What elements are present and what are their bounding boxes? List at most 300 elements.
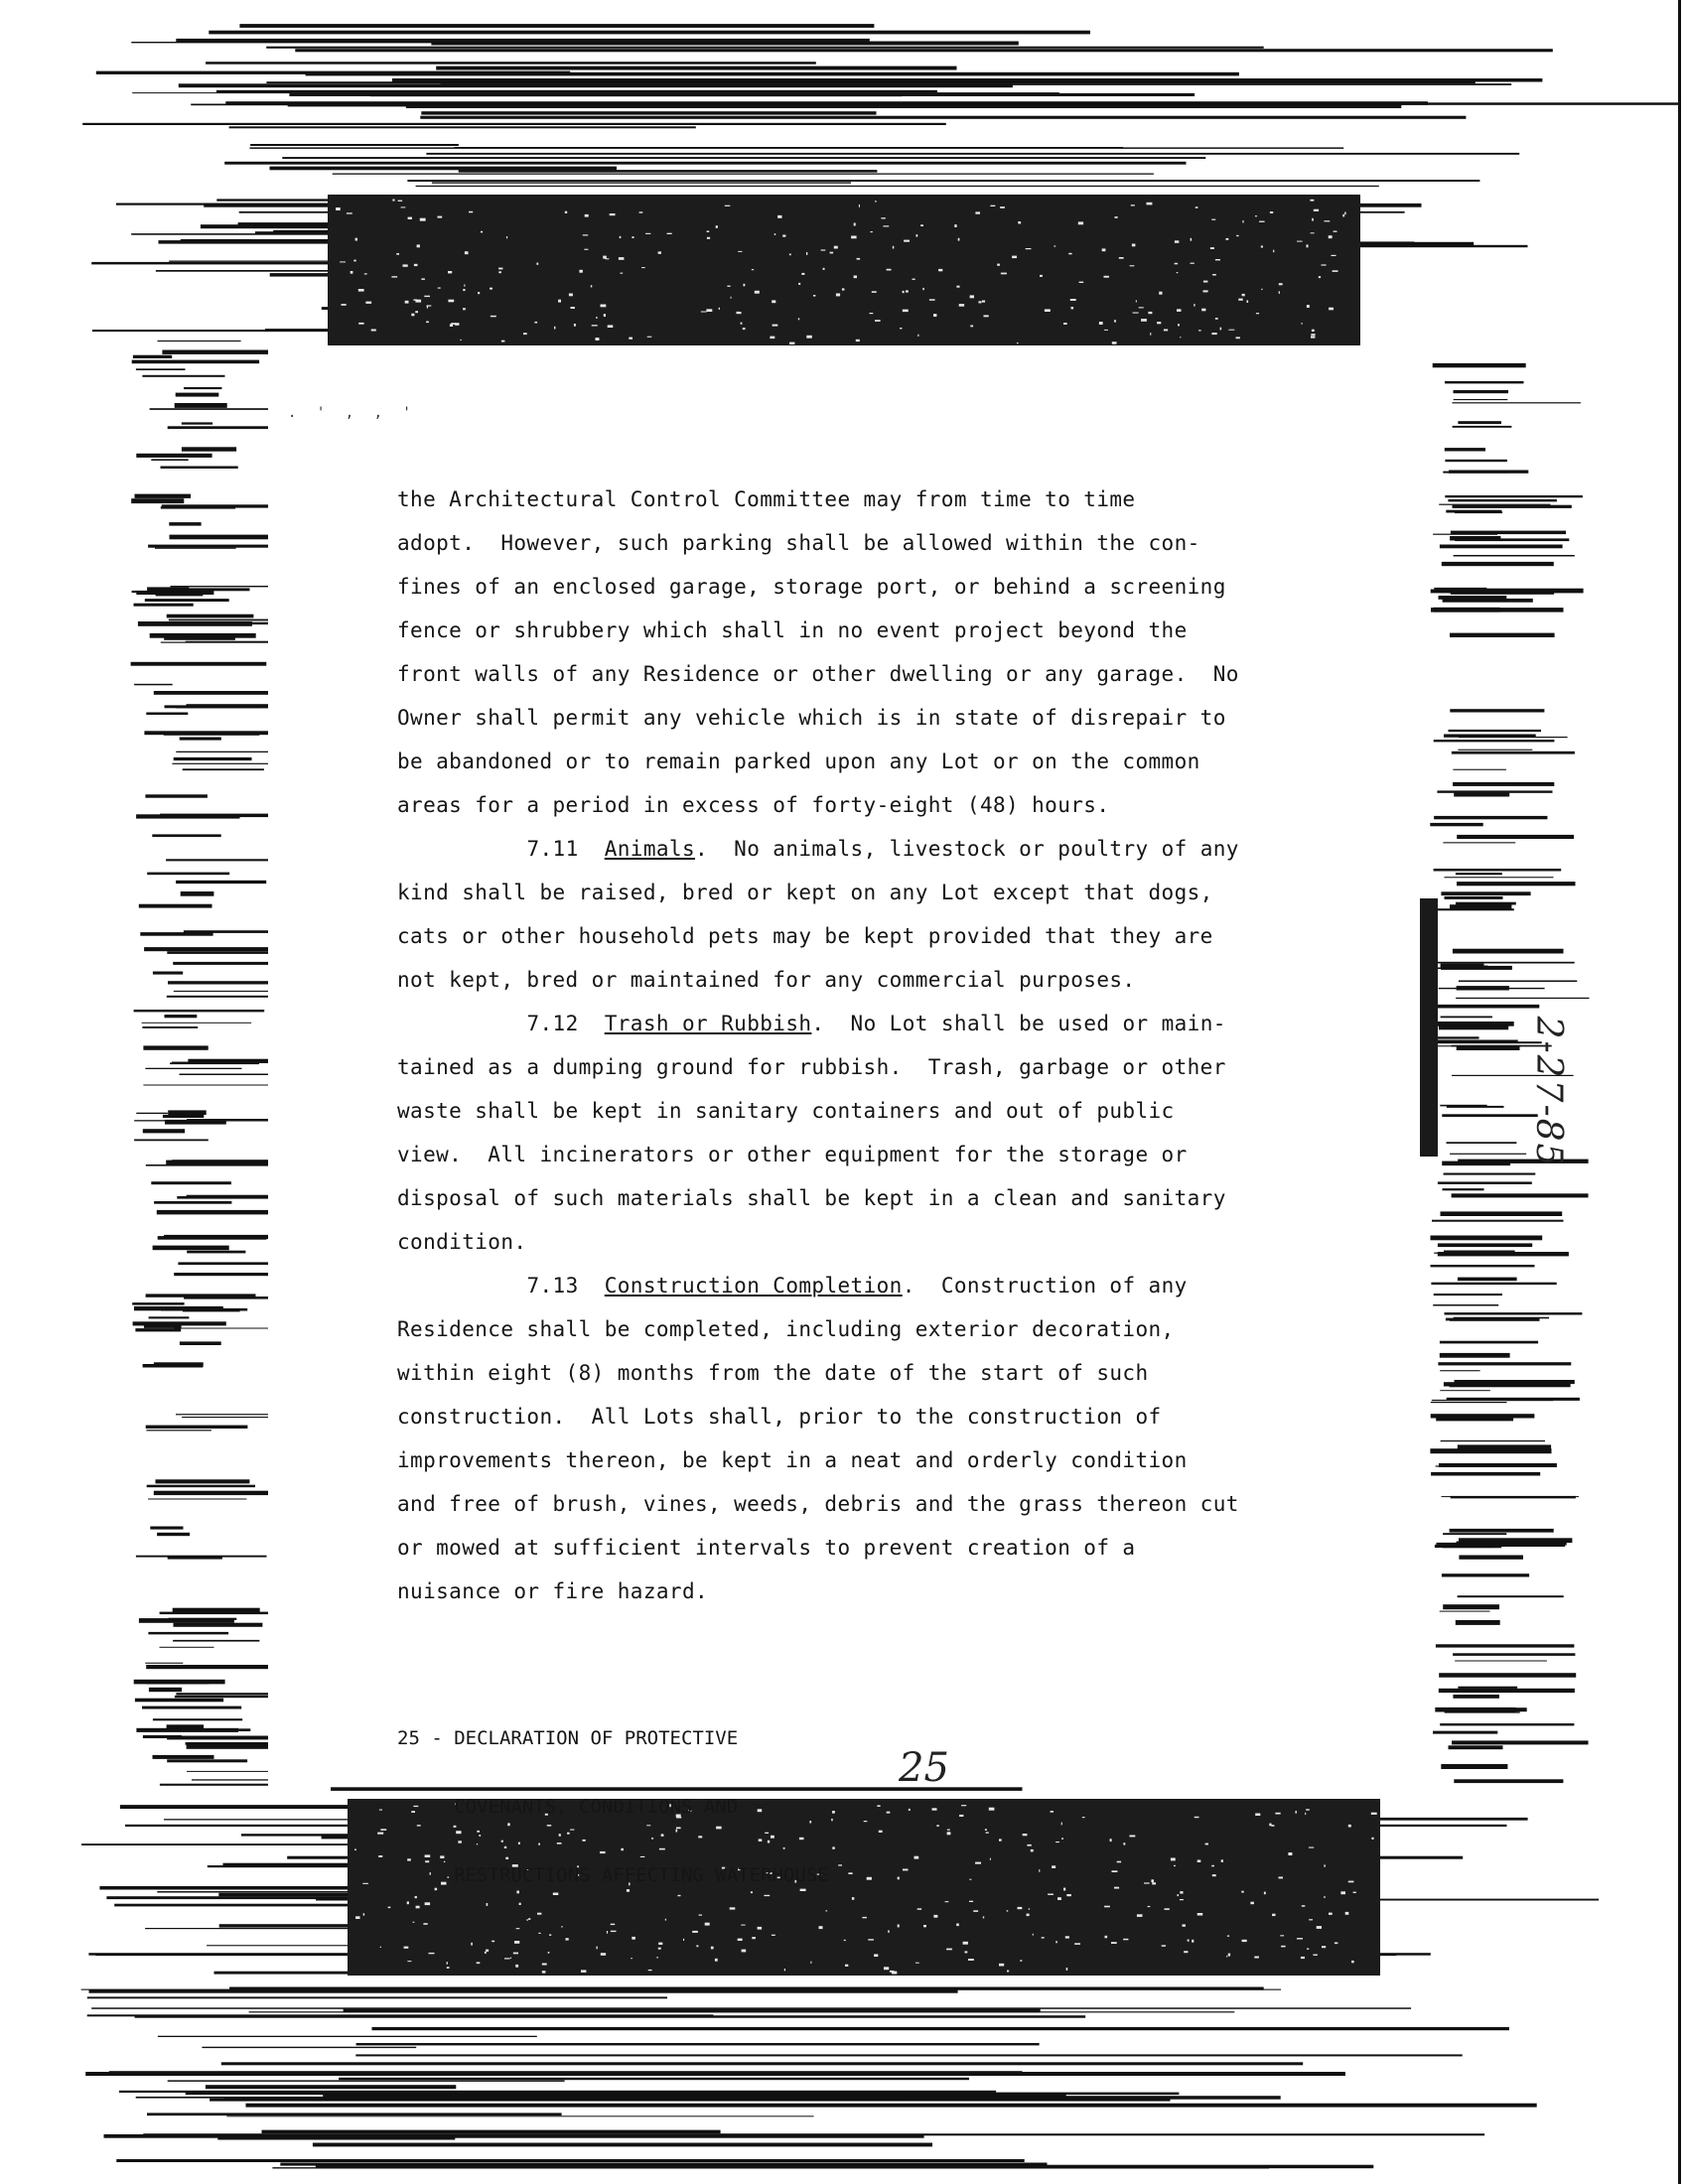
scan-streak	[1212, 274, 1216, 276]
scan-streak	[1439, 596, 1507, 600]
scan-streak	[168, 426, 271, 429]
scan-streak	[407, 180, 1479, 182]
scan-streak	[821, 249, 826, 250]
scan-streak	[566, 1938, 569, 1940]
scan-streak	[848, 1872, 852, 1874]
scan-streak	[1226, 238, 1229, 240]
scan-streak	[1264, 1892, 1266, 1895]
scan-streak	[947, 1830, 950, 1831]
scan-streak	[1438, 1252, 1569, 1256]
scan-streak	[1117, 1861, 1121, 1863]
scan-streak	[351, 271, 353, 274]
scan-streak	[1444, 1645, 1542, 1646]
scan-streak	[1459, 981, 1577, 983]
scan-streak	[1270, 211, 1273, 213]
scan-streak	[134, 684, 173, 686]
scan-streak	[1307, 305, 1310, 308]
scan-streak	[1307, 244, 1309, 247]
scan-streak	[143, 1045, 208, 1049]
scan-streak	[558, 300, 561, 303]
scan-streak	[182, 447, 236, 451]
scan-streak	[156, 592, 204, 597]
scan-streak	[699, 1915, 702, 1916]
body-line-2: adopt. However, such parking shall be allowed within the con-	[397, 531, 1200, 555]
scan-streak	[1458, 1687, 1517, 1689]
scan-streak	[1079, 282, 1084, 283]
scan-streak	[1178, 324, 1180, 326]
scan-streak	[1148, 312, 1152, 314]
scan-streak	[665, 1919, 666, 1921]
scan-streak	[892, 1972, 897, 1975]
scan-streak	[958, 238, 960, 241]
scan-streak	[585, 214, 589, 217]
scan-streak	[1297, 1938, 1303, 1939]
scan-streak	[485, 1952, 487, 1954]
scan-streak	[333, 174, 1154, 175]
scan-streak	[1074, 1943, 1080, 1945]
scan-streak	[165, 1015, 198, 1018]
scan-streak	[844, 1940, 846, 1941]
scan-streak	[377, 1833, 383, 1835]
scan-streak	[187, 1744, 281, 1749]
scan-streak	[956, 286, 959, 288]
corner-marks: . ' , , '	[288, 405, 417, 421]
scan-streak	[1438, 1022, 1514, 1026]
scan-streak	[187, 1251, 245, 1254]
scan-streak	[606, 258, 610, 259]
scan-streak	[965, 1951, 968, 1953]
scan-streak	[526, 1919, 528, 1920]
section-7-11-line: not kept, bred or maintained for any commercial purposes.	[397, 968, 1136, 992]
scan-streak	[1195, 1817, 1199, 1818]
scan-streak	[836, 294, 840, 297]
scan-streak	[752, 269, 754, 270]
scan-streak	[1227, 1936, 1229, 1937]
scan-streak	[1255, 215, 1257, 216]
scan-streak	[177, 1728, 251, 1731]
scan-streak	[1438, 1243, 1532, 1247]
scan-streak	[358, 289, 364, 292]
scan-streak	[893, 246, 895, 249]
scan-streak	[1071, 307, 1074, 309]
scan-streak	[1066, 1894, 1071, 1896]
scan-streak	[554, 327, 555, 330]
scan-streak	[1457, 835, 1574, 839]
body-line-6: Owner shall permit any vehicle which is in state of disrepair to	[397, 706, 1226, 730]
scan-streak	[514, 1941, 519, 1944]
scan-streak	[898, 1925, 900, 1928]
scan-streak	[486, 1950, 489, 1952]
scan-streak	[168, 1110, 207, 1115]
scan-streak	[647, 337, 652, 338]
scan-streak	[154, 1201, 231, 1204]
scan-streak	[168, 1556, 222, 1560]
scan-streak	[1188, 1940, 1190, 1942]
scan-streak	[426, 153, 1519, 155]
scan-streak	[1212, 1874, 1216, 1876]
scan-streak	[1442, 1573, 1529, 1576]
scan-streak	[1279, 1877, 1284, 1879]
scan-streak	[596, 317, 597, 319]
scan-streak	[583, 234, 588, 235]
scan-streak	[1458, 1278, 1517, 1282]
scan-streak	[696, 1945, 698, 1947]
scan-streak	[145, 599, 229, 602]
scan-streak	[1175, 240, 1179, 243]
scan-streak	[1329, 308, 1334, 311]
scan-streak	[266, 47, 1263, 49]
scan-streak	[1452, 1740, 1589, 1744]
scan-streak	[1454, 1779, 1563, 1783]
scan-streak	[983, 1916, 984, 1918]
scan-streak	[975, 1862, 981, 1864]
scan-streak	[96, 71, 570, 74]
scan-streak	[134, 1120, 170, 1121]
scan-streak	[1345, 1912, 1349, 1915]
scan-streak	[1439, 504, 1550, 505]
scan-streak	[1450, 1154, 1526, 1155]
scan-streak	[1151, 1879, 1154, 1882]
scan-streak	[153, 1755, 214, 1759]
scan-streak	[147, 2113, 562, 2116]
section-heading: Construction Completion	[604, 1274, 903, 1297]
scan-streak	[134, 1010, 265, 1012]
scan-streak	[1440, 1353, 1510, 1358]
scan-streak	[1433, 1731, 1497, 1734]
scan-streak	[266, 81, 1475, 83]
scan-streak	[413, 1922, 415, 1923]
scan-streak	[619, 257, 625, 260]
scan-streak	[135, 494, 192, 498]
scan-streak	[1440, 1390, 1490, 1391]
scan-streak	[1309, 1919, 1313, 1920]
scan-streak	[999, 1964, 1004, 1967]
scan-streak	[973, 1910, 978, 1912]
scan-streak	[262, 2130, 721, 2134]
scan-streak	[426, 322, 429, 324]
scan-streak	[460, 340, 461, 341]
scan-streak	[591, 285, 593, 287]
scan-streak	[154, 1362, 204, 1366]
scan-streak	[1438, 1362, 1571, 1365]
scan-streak	[463, 308, 466, 310]
scan-streak	[1433, 363, 1526, 367]
scan-streak	[1344, 212, 1345, 215]
scan-streak	[143, 1085, 269, 1086]
scan-streak	[184, 387, 221, 389]
scan-streak	[1302, 1905, 1306, 1907]
scan-streak	[459, 170, 878, 173]
scan-streak	[169, 522, 201, 526]
scan-streak	[801, 273, 804, 275]
scan-streak	[506, 236, 507, 238]
scan-streak	[146, 1665, 275, 1669]
scan-streak	[875, 320, 881, 322]
scan-streak	[1447, 1398, 1580, 1401]
scan-streak	[725, 205, 731, 206]
scan-streak	[1017, 342, 1018, 343]
scan-streak	[923, 1925, 926, 1927]
scan-streak	[166, 1160, 273, 1165]
scan-streak	[1144, 1882, 1150, 1883]
scan-streak	[862, 1917, 867, 1918]
scan-streak	[145, 1663, 183, 1664]
scan-streak	[355, 238, 357, 241]
scan-streak	[1454, 390, 1509, 393]
scan-streak	[478, 292, 480, 294]
scan-streak	[148, 1499, 246, 1500]
scan-streak	[1171, 1858, 1176, 1861]
scan-streak	[1194, 304, 1195, 306]
scan-streak	[401, 206, 406, 207]
section-7-12-line: waste shall be kept in sanitary containers and out of public	[397, 1099, 1175, 1123]
scan-streak	[657, 1957, 658, 1959]
scan-streak	[167, 614, 254, 618]
scan-streak	[903, 310, 909, 313]
scan-streak	[542, 1964, 547, 1966]
page-footer	[397, 1682, 829, 1910]
scan-streak	[183, 768, 264, 770]
scan-streak	[823, 268, 825, 270]
scan-streak	[396, 253, 399, 255]
scan-streak	[1440, 1611, 1490, 1612]
section-number: 7.13	[526, 1274, 579, 1297]
scan-streak	[772, 1935, 775, 1936]
scan-streak	[1353, 1892, 1356, 1893]
scan-streak	[845, 1965, 848, 1967]
scan-streak	[1201, 309, 1205, 312]
scan-streak	[825, 1910, 827, 1911]
scan-streak	[119, 2091, 996, 2093]
handwritten-page-number: 25	[899, 1745, 949, 1791]
scan-streak	[436, 67, 956, 70]
scan-streak	[1039, 1869, 1040, 1872]
scan-streak	[448, 300, 454, 303]
scan-streak	[142, 1706, 241, 1709]
scan-streak	[1099, 322, 1103, 325]
scan-streak	[1459, 1556, 1523, 1560]
scan-streak	[134, 604, 194, 607]
scan-streak	[631, 1958, 633, 1959]
scan-streak	[1436, 962, 1575, 964]
scan-streak	[1434, 1040, 1518, 1042]
scan-streak	[752, 1937, 756, 1939]
scan-streak	[1430, 1448, 1551, 1453]
scan-streak	[859, 205, 860, 207]
scan-streak	[510, 1958, 511, 1959]
scan-streak	[938, 269, 942, 271]
scan-streak	[417, 244, 420, 247]
scan-streak	[1211, 333, 1216, 335]
scan-streak	[716, 225, 718, 228]
scan-streak	[1306, 1809, 1310, 1810]
scan-streak	[173, 1640, 259, 1642]
scan-streak	[1430, 823, 1482, 826]
scan-streak	[143, 1735, 182, 1738]
scan-streak	[1371, 1813, 1377, 1815]
scan-streak	[420, 218, 426, 221]
scan-streak	[830, 252, 834, 254]
scan-streak	[151, 1181, 231, 1184]
scan-streak	[834, 246, 838, 249]
scan-streak	[167, 1724, 205, 1728]
scan-streak	[1114, 320, 1116, 322]
scan-streak	[773, 325, 778, 327]
scan-streak	[1301, 1957, 1305, 1959]
scan-streak	[1442, 1496, 1580, 1497]
scan-streak	[537, 1913, 541, 1915]
scan-streak	[1297, 241, 1303, 242]
scan-streak	[431, 42, 1018, 46]
scan-streak	[534, 322, 537, 324]
scan-streak	[1048, 1894, 1054, 1895]
scan-streak	[870, 313, 874, 314]
scan-streak	[1453, 949, 1564, 954]
scan-streak	[758, 1927, 763, 1930]
scan-streak	[970, 326, 973, 328]
scan-streak	[838, 1864, 842, 1865]
scan-streak	[1133, 313, 1139, 314]
scan-streak	[727, 286, 730, 287]
scan-streak	[1197, 1913, 1203, 1916]
scan-streak	[1150, 333, 1151, 336]
scan-streak	[1104, 330, 1108, 331]
scan-streak	[1445, 460, 1507, 462]
scan-streak	[180, 1341, 221, 1345]
scan-streak	[1029, 1908, 1030, 1909]
scan-streak	[1054, 245, 1055, 246]
scan-streak	[147, 873, 229, 876]
scan-streak	[528, 1918, 530, 1920]
scan-streak	[986, 1832, 989, 1833]
scan-streak	[1444, 735, 1536, 738]
scan-streak	[621, 273, 624, 274]
scan-streak	[561, 1926, 562, 1928]
scan-streak	[138, 621, 252, 626]
scan-streak	[584, 249, 588, 250]
scan-streak	[1063, 323, 1067, 325]
scan-streak	[328, 2096, 1281, 2100]
scan-streak	[1007, 1910, 1009, 1911]
scan-streak	[371, 330, 376, 332]
scan-streak	[1175, 263, 1179, 265]
scan-streak	[463, 289, 465, 291]
scan-streak	[985, 1829, 987, 1831]
scan-streak	[87, 1996, 667, 1998]
scan-streak	[1453, 782, 1554, 786]
scan-streak	[469, 211, 473, 213]
scan-streak	[1066, 1968, 1068, 1971]
scan-streak	[1314, 209, 1319, 211]
scan-streak	[842, 288, 845, 290]
scan-streak	[1440, 1723, 1574, 1725]
scan-streak	[574, 324, 576, 327]
scan-streak	[481, 231, 483, 233]
scan-streak	[990, 1858, 991, 1860]
scan-streak	[160, 1612, 275, 1615]
scan-streak	[1018, 1907, 1023, 1909]
scan-streak	[1458, 750, 1532, 751]
scan-streak	[1441, 1211, 1563, 1216]
scan-streak	[1055, 1941, 1057, 1943]
scan-streak	[403, 264, 408, 266]
scan-streak	[1057, 1897, 1061, 1900]
scan-streak	[154, 691, 287, 695]
scan-streak	[1458, 421, 1501, 424]
scan-streak	[344, 2009, 1041, 2013]
scan-streak	[432, 182, 851, 183]
scan-streak	[455, 147, 1124, 148]
scan-streak	[903, 291, 905, 293]
scan-streak	[206, 62, 816, 64]
scan-streak	[1305, 1813, 1306, 1815]
scan-streak	[1447, 1106, 1504, 1108]
scan-streak	[184, 1297, 280, 1299]
scan-streak	[1272, 1914, 1275, 1916]
scan-streak	[798, 318, 799, 320]
section-text: . Construction of any	[902, 1274, 1188, 1297]
scan-streak	[421, 111, 876, 114]
scan-streak	[388, 1907, 391, 1909]
scan-streak	[180, 738, 221, 741]
scan-streak	[153, 1718, 242, 1720]
scan-streak	[936, 1825, 939, 1827]
footer-line-2: COVENANTS, CONDITIONS AND	[397, 1796, 739, 1818]
section-text: . No Lot shall be used or main-	[811, 1012, 1226, 1035]
scan-streak	[744, 284, 746, 287]
scan-streak	[1324, 1896, 1326, 1898]
scan-streak	[1061, 1838, 1063, 1840]
scan-streak	[1450, 536, 1500, 541]
scan-streak	[1040, 275, 1043, 277]
scan-streak	[1333, 270, 1338, 272]
scan-streak	[144, 1324, 182, 1328]
scan-streak	[1112, 341, 1117, 344]
scan-streak	[167, 1736, 274, 1740]
scan-streak	[1254, 1957, 1259, 1959]
section-7-13-first-line	[397, 1274, 1188, 1297]
scan-streak	[1210, 247, 1214, 249]
scan-streak	[1221, 1859, 1223, 1862]
scan-streak	[177, 1667, 275, 1668]
scan-streak	[1280, 1935, 1284, 1936]
scan-streak	[658, 1943, 662, 1945]
scan-streak	[202, 2047, 416, 2048]
scan-streak	[1183, 1924, 1186, 1926]
scan-streak	[1454, 399, 1508, 400]
scan-streak	[915, 1963, 919, 1964]
footer-line-1: 25 - DECLARATION OF PROTECTIVE	[397, 1727, 739, 1749]
scan-streak	[1433, 1304, 1498, 1306]
scan-streak	[888, 1930, 890, 1932]
scan-streak	[181, 891, 214, 896]
scan-streak	[139, 904, 212, 908]
scan-streak	[1458, 1595, 1564, 1597]
scan-streak	[1068, 253, 1071, 254]
scan-streak	[984, 315, 989, 317]
scan-streak	[917, 1908, 921, 1910]
scan-streak	[1180, 1891, 1183, 1894]
scan-streak	[1453, 769, 1506, 770]
scan-streak	[1371, 1838, 1373, 1840]
scan-streak	[154, 1491, 283, 1495]
scan-streak	[1442, 1114, 1537, 1117]
scan-streak	[146, 713, 188, 716]
scan-streak	[149, 1316, 190, 1318]
scan-streak	[270, 167, 618, 171]
scan-streak	[1450, 1529, 1554, 1533]
section-heading: Animals	[604, 837, 696, 861]
